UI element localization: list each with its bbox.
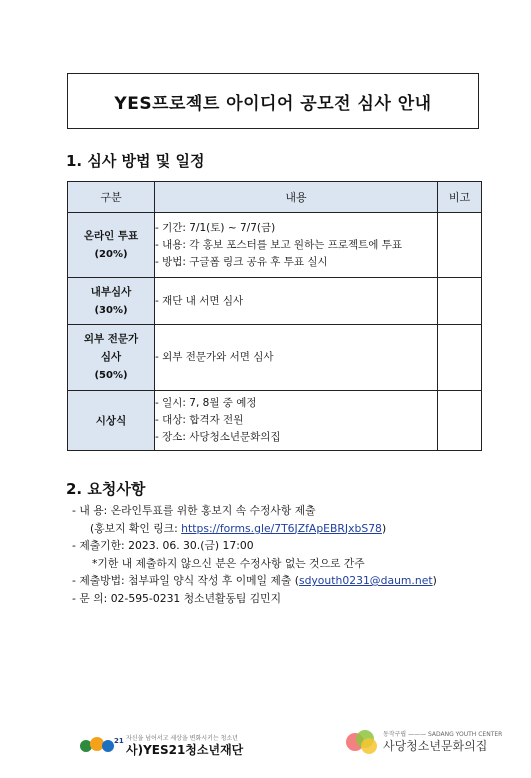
header-content: 내용 xyxy=(155,182,438,213)
sadang-tagline: 동작구립 ——— SADANG YOUTH CENTER xyxy=(383,731,503,738)
row-category: 시상식 xyxy=(68,391,155,451)
yes21-org-name: 사)YES21청소년재단 xyxy=(126,743,244,757)
section-heading-requests: 2. 요청사항 xyxy=(66,480,146,498)
header-note: 비고 xyxy=(438,182,482,213)
request-deadline: - 제출기한: 2023. 06. 30.(금) 17:00 xyxy=(72,539,254,552)
sadang-logo-icon xyxy=(345,727,379,757)
svg-text:21: 21 xyxy=(114,737,124,745)
request-deadline-note: *기한 내 제출하지 않으신 분은 수정사항 없는 것으로 간주 xyxy=(92,556,365,570)
table-row xyxy=(68,391,482,451)
row-note xyxy=(438,325,482,391)
document-title: YES프로젝트 아이디어 공모전 심사 안내 xyxy=(67,73,479,129)
row-content: - 일시: 7, 8월 중 예정 - 대상: 합격자 전원 - 장소: 사당청소년문화의집 xyxy=(155,391,438,451)
row-note xyxy=(438,278,482,325)
row-category: 외부 전문가 심사 (50%) xyxy=(68,325,155,391)
requests-list xyxy=(72,502,437,607)
yes21-tagline: 자신을 넘어서고 세상을 변화시키는 청소년 xyxy=(126,735,238,742)
table-row xyxy=(68,213,482,278)
row-note xyxy=(438,213,482,278)
request-content: - 내 용: 온라인투표를 위한 홍보지 속 수정사항 제출 xyxy=(72,504,316,517)
table-row xyxy=(68,325,482,391)
row-category: 온라인 투표 (20%) xyxy=(68,213,155,278)
request-link-line: (홍보지 확인 링크: https://forms.gle/7T6JZfApEBRJxbS78) xyxy=(90,521,387,535)
sadang-org-name: 사당청소년문화의집 xyxy=(383,739,488,753)
request-contact: - 문 의: 02-595-0231 청소년활동팀 김민지 xyxy=(72,591,282,605)
schedule-table xyxy=(67,181,482,451)
row-category: 내부심사 (30%) xyxy=(68,278,155,325)
table-header-row xyxy=(68,182,482,213)
request-method: - 제출방법: 첨부파일 양식 작성 후 이메일 제출 (sdyouth0231@daum.net) xyxy=(72,574,437,587)
footer-sadang-logo xyxy=(345,727,502,757)
yes21-logo-icon xyxy=(78,733,124,759)
table-row xyxy=(68,278,482,325)
row-content: - 재단 내 서면 심사 xyxy=(155,278,438,325)
section-heading-schedule: 1. 심사 방법 및 일정 xyxy=(66,152,205,170)
header-category: 구분 xyxy=(68,182,155,213)
forms-link[interactable]: https://forms.gle/7T6JZfApEBRJxbS78 xyxy=(181,521,382,535)
row-note xyxy=(438,391,482,451)
row-content: - 기간: 7/1(토) ~ 7/7(금) - 내용: 각 홍보 포스터를 보고 원하는 프로젝트에 투표 - 방법: 구글폼 링크 공유 후 투표 실시 xyxy=(155,213,438,278)
footer-yes21-logo xyxy=(78,733,243,759)
email-link[interactable]: sdyouth0231@daum.net xyxy=(298,574,433,587)
row-content: - 외부 전문가와 서면 심사 xyxy=(155,325,438,391)
